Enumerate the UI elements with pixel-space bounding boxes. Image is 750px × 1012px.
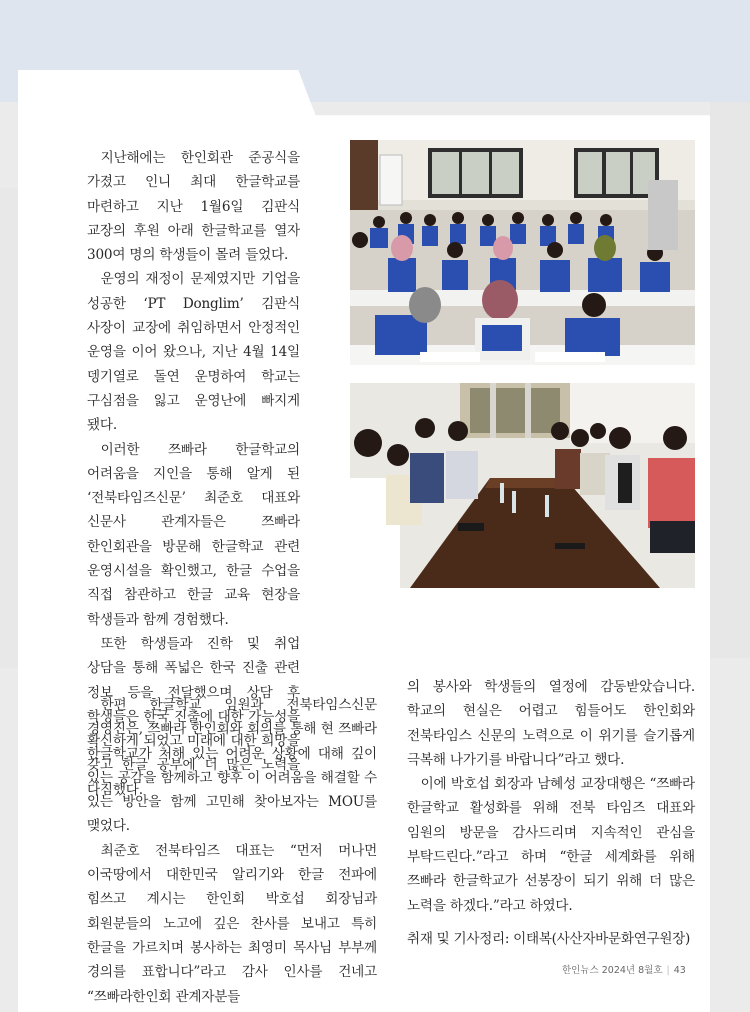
right-color-band [710, 102, 750, 658]
paragraph-6: 최준호 전북타임즈 대표는 “먼저 머나먼 이국땅에서 대한민국 알리기와 한글 전파에 힘쓰고 계시는 한인회 박호섭 회장님과 회원분들의 노고에 깊은 찬사를 보내고 특히 한글을 가르치며 봉사하는 최영미 목사님 부부께 경의를 표합니다”라고 감사 인사를 건네고 “쯔빠라한인회 관계자분들 [87, 842, 377, 1005]
page-footer [562, 962, 686, 976]
left-color-band [0, 188, 18, 668]
meeting-photo [350, 383, 695, 588]
page-number: 43 [673, 965, 686, 976]
classroom-photo [350, 140, 695, 365]
paragraph-5: 한편 한글학교 임원과 전북타임스신문 경영진은, 쯔빠라 한인회와 회의를 통해 현 쯔빠라 한글학교가 처해 있는 어려운 상황에 대해 깊이 있는 공감을 함께하고 향후 이 어려움을 해결할 수 있는 방안을 함께 고민해 찾아보자는 MOU를 맺었다. [87, 697, 377, 835]
paragraph-8: 이에 박호섭 회장과 남혜성 교장대행은 “쯔빠라 한글학교 활성화를 위해 전북 타임즈 대표와 임원의 방문을 감사드리며 지속적인 관심을 부탁드린다.”라고 하며 “한글 세계화를 위해 쯔빠라 한글학교가 선봉장이 되기 위해 더 많은 노력을 하겠다.”라고 하였다. [407, 776, 695, 914]
paragraph-1: 지난해에는 한인회관 준공식을 가졌고 인니 최대 한글학교를 마련하고 지난 1월6일 김판식 교장의 후원 아래 한글학교를 열자 300여 명의 학생들이 몰려 들었다. [87, 150, 300, 264]
paragraph-7: 의 봉사와 학생들의 열정에 감동받았습니다. 학교의 현실은 어렵고 힘들어도 한인회와 전북타임스 신문의 노력으로 이 위기를 슬기롭게 극복해 나가기를 바랍니다”라고 했다. [407, 679, 695, 768]
footer-separator: | [666, 965, 670, 976]
paragraph-4: 또한 학생들과 진학 및 취업 상담을 통해 폭넓은 한국 진출 관련 정보 등을 전달했으며 상담 후 학생들은 한국 진출에 대한 가능성을 확신하게 되었고 미래에 대한 희망을 갖고 한글 공부에 더 많은 노력을 다짐했다. [87, 635, 300, 798]
article-column-right [407, 675, 695, 951]
paragraph-2: 운영의 재정이 문제였지만 기업을 성공한 ‘PT Donglim’ 김판식 사장이 교장에 취임하면서 안정적인 운영을 이어 왔으나, 지난 4월 14일 뎅기열로 돌연 운명하여 학교는 구심점을 잃고 운영난에 빠지게 됐다. [87, 271, 300, 434]
article-column-wide [87, 693, 377, 1009]
article-credit: 취재 및 기사정리: 이태복(사산자바문화연구원장) [407, 930, 690, 947]
footer-publication: 한인뉴스 2024년 8월호 [562, 965, 663, 976]
paragraph-3: 이러한 쯔빠라 한글학교의 어려움을 지인을 통해 알게 된 ‘전북타임즈신문’ 최준호 대표와 신문사 관계자들은 쯔빠라 한인회관을 방문해 한글학교 관련 운영시설을 확인했고, 한글 수업을 직접 참관하고 한글 교육 현장을 학생들과 함께 경험했다. [87, 441, 300, 628]
